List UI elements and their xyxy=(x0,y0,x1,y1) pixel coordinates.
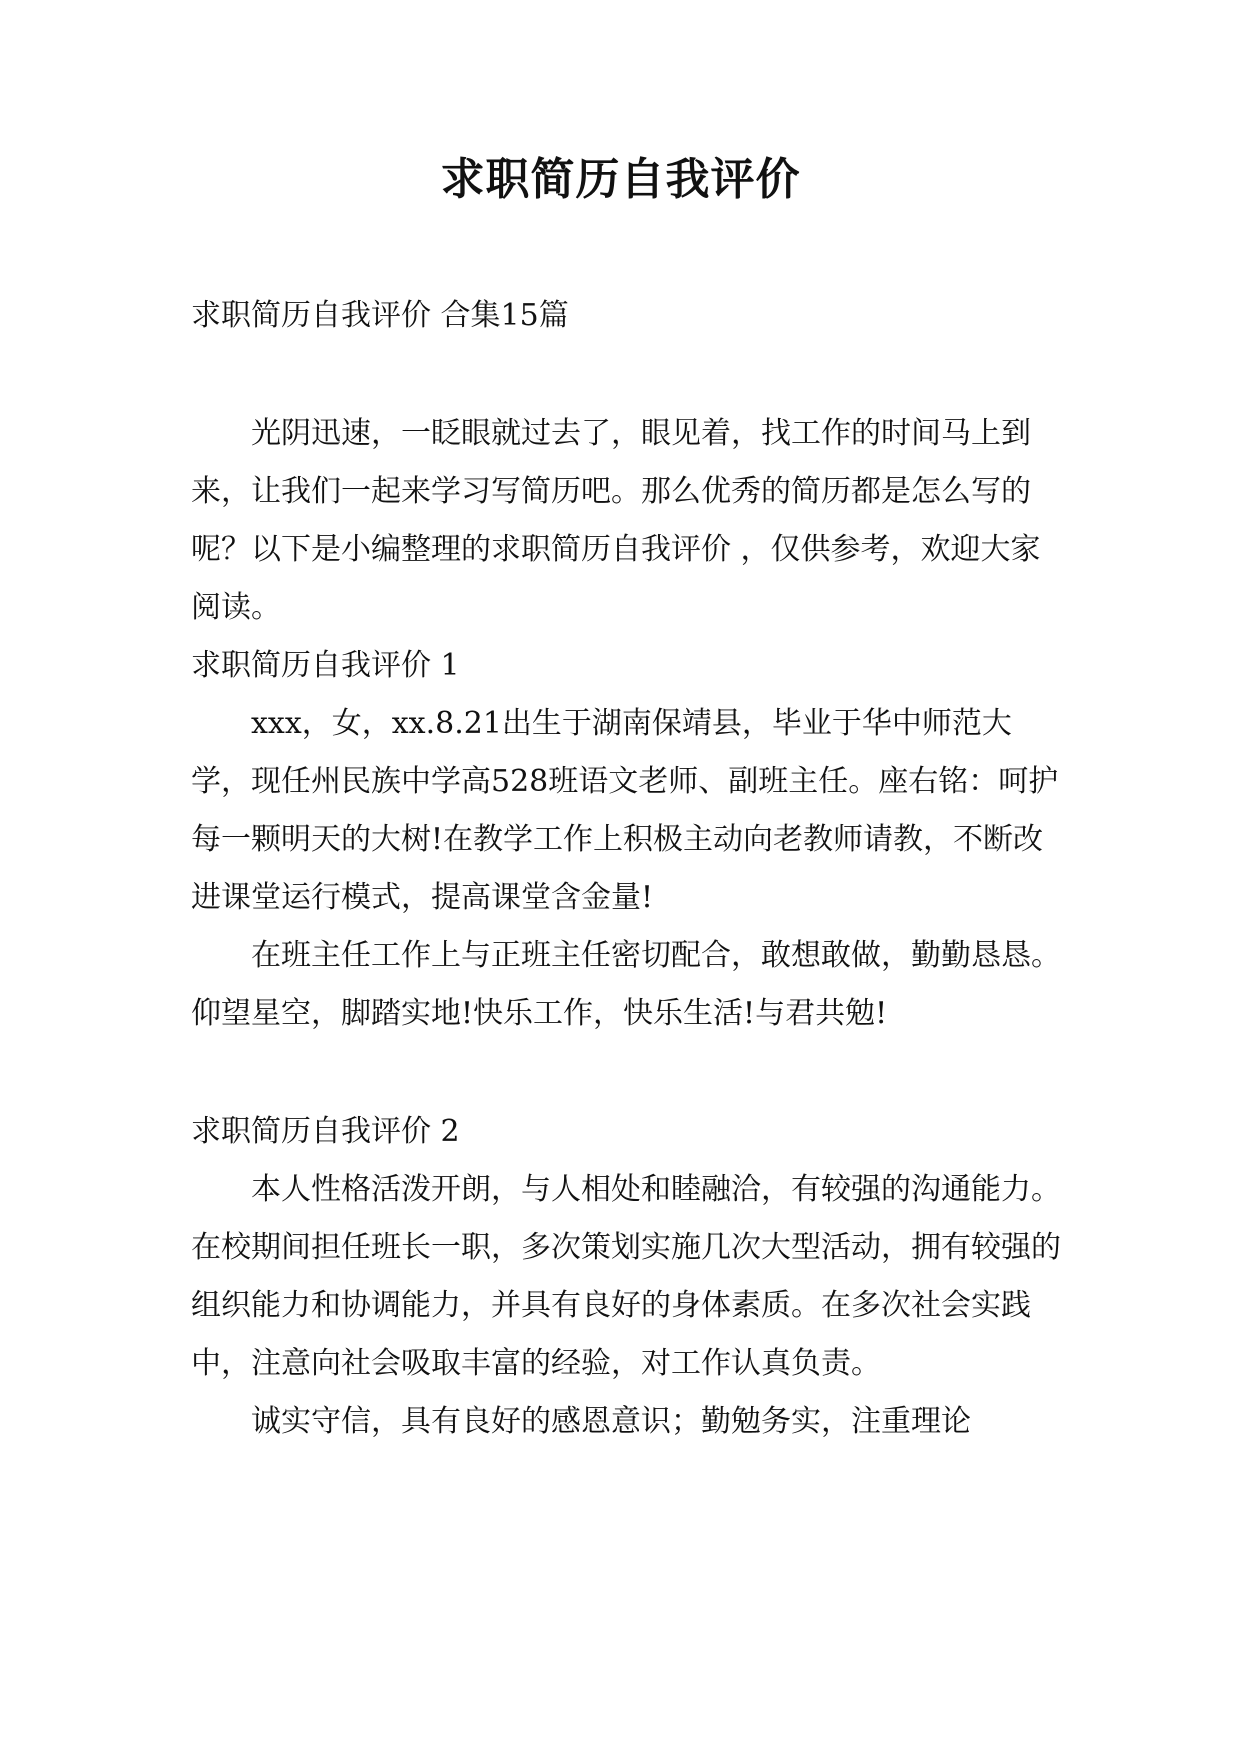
section-paragraph: xxx，女，xx.8.21出生于湖南保靖县，毕业于华中师范大学，现任州民族中学高528班语文老师、副班主任。座右铭：呵护每一颗明天的大树!在教学工作上积极主动向老教师请教，不断改进课堂运行模式，提高课堂含金量! xyxy=(191,706,1059,915)
section-1 xyxy=(191,637,1061,1043)
section-2 xyxy=(191,1103,1061,1451)
section-heading: 求职简历自我评价 2 xyxy=(191,1114,460,1149)
section-paragraph: 本人性格活泼开朗，与人相处和睦融洽，有较强的沟通能力。在校期间担任班长一职，多次策划实施几次大型活动，拥有较强的组织能力和协调能力，并具有良好的身体素质。在多次社会实践中，注意向社会吸取丰富的经验，对工作认真负责。 xyxy=(191,1172,1061,1381)
intro-paragraph: 光阴迅速，一眨眼就过去了，眼见着，找工作的时间马上到来，让我们一起来学习写简历吧。那么优秀的简历都是怎么写的呢？以下是小编整理的求职简历自我评价 ，仅供参考，欢迎大家阅读。 xyxy=(191,416,1041,625)
document-title: 求职简历自我评价 xyxy=(440,154,801,205)
document-body xyxy=(191,287,1061,1511)
document-subtitle: 求职简历自我评价 合集15篇 xyxy=(191,298,569,333)
section-paragraph: 诚实守信，具有良好的感恩意识；勤勉务实，注重理论 xyxy=(251,1404,971,1439)
section-paragraph: 在班主任工作上与正班主任密切配合，敢想敢做，勤勤恳恳。仰望星空，脚踏实地!快乐工作，快乐生活!与君共勉! xyxy=(191,938,1061,1031)
section-heading: 求职简历自我评价 1 xyxy=(191,648,460,683)
